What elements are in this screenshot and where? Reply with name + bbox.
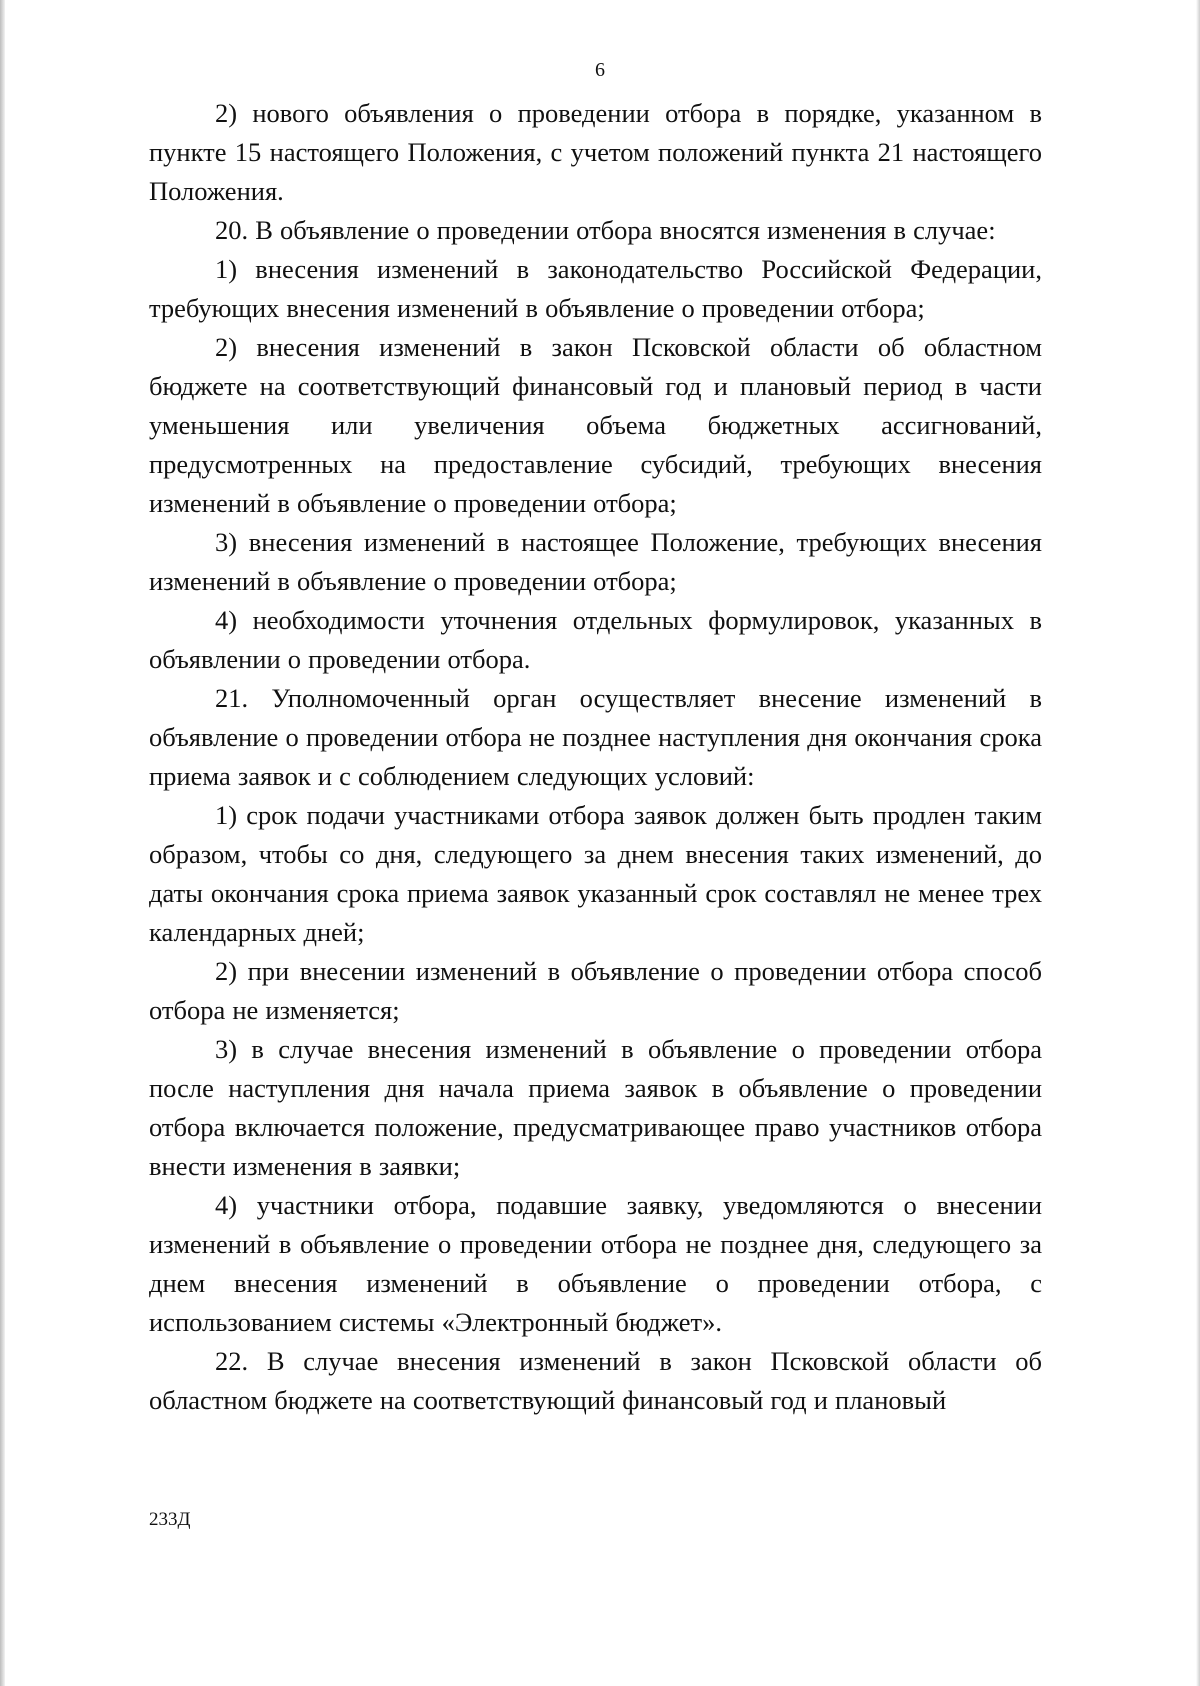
paragraph-clause-20: 20. В объявление о проведении отбора вносятся изменения в случае: bbox=[215, 215, 996, 245]
page-number: 6 bbox=[595, 59, 605, 81]
paragraph-clause-21-item-4: 4) участники отбора, подавшие заявку, уведомляются о внесении изменений в объявление о проведении отбора не позднее дня, следующего за днем внесения изменений в объявление о проведении отбора, с использованием системы «Электронный бюджет». bbox=[149, 1190, 1042, 1337]
document-code: 233Д bbox=[149, 1509, 191, 1530]
paragraph-clause-20-item-1: 1) внесения изменений в законодательство Российской Федерации, требующих внесения изменений в объявление о проведении отбора; bbox=[149, 254, 1042, 323]
scan-edge-left bbox=[0, 0, 5, 1686]
paragraph-clause-21-item-1: 1) срок подачи участниками отбора заявок должен быть продлен таким образом, чтобы со дня, следующего за днем внесения таких изменений, до даты окончания срока приема заявок указанный срок составлял не менее трех календарных дней; bbox=[149, 800, 1042, 947]
paragraph-clause-20-item-2: 2) внесения изменений в закон Псковской области об областном бюджете на соответствующий финансовый год и плановый период в части уменьшения или увеличения объема бюджетных ассигнований, предусмотренных на предоставление субсидий, требующих внесения изменений в объявление о проведении отбора; bbox=[149, 332, 1042, 518]
paragraph-item-2-new-announcement: 2) нового объявления о проведении отбора в порядке, указанном в пункте 15 настоящего Положения, с учетом положений пункта 21 настоящего Положения. bbox=[149, 98, 1042, 206]
paragraph-clause-20-item-3: 3) внесения изменений в настоящее Положение, требующих внесения изменений в объявление о проведении отбора; bbox=[149, 527, 1042, 596]
paragraph-clause-22: 22. В случае внесения изменений в закон Псковской области об областном бюджете на соответствующий финансовый год и плановый bbox=[149, 1346, 1042, 1415]
scan-edge-right bbox=[1196, 0, 1200, 1686]
paragraph-clause-20-item-4: 4) необходимости уточнения отдельных формулировок, указанных в объявлении о проведении отбора. bbox=[149, 605, 1042, 674]
paragraph-clause-21-item-3: 3) в случае внесения изменений в объявление о проведении отбора после наступления дня начала приема заявок в объявление о проведении отбора включается положение, предусматривающее право участников отбора внести изменения в заявки; bbox=[149, 1034, 1042, 1181]
paragraph-clause-21-item-2: 2) при внесении изменений в объявление о проведении отбора способ отбора не изменяется; bbox=[149, 956, 1042, 1025]
paragraph-clause-21: 21. Уполномоченный орган осуществляет внесение изменений в объявление о проведении отбора не позднее наступления дня окончания срока приема заявок и с соблюдением следующих условий: bbox=[149, 683, 1042, 791]
document-body bbox=[149, 94, 1042, 1420]
